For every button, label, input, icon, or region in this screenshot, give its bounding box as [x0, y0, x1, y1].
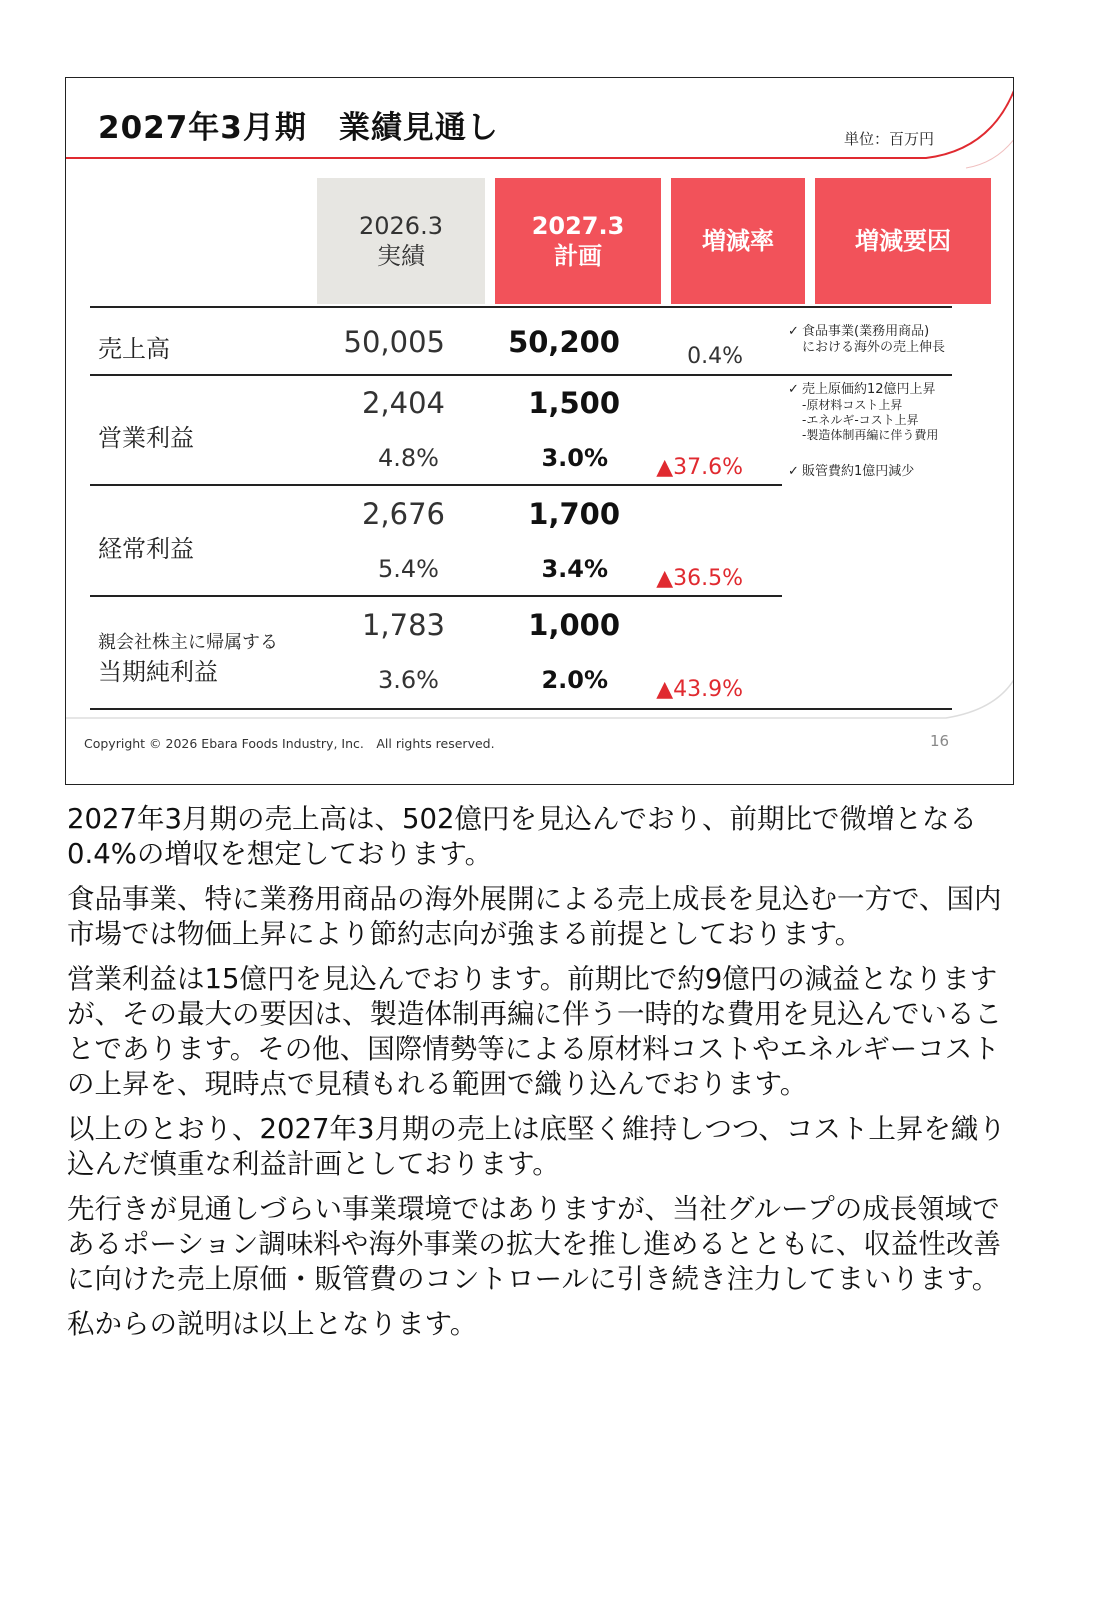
row-rule-2: [90, 484, 782, 486]
slide-title: 2027年3月期 業績見通し: [98, 110, 499, 146]
paragraph: 食品事業、特に業務用商品の海外展開による売上成長を見込む一方で、国内市場では物価上昇により節約志向が強まる前提としております。: [67, 883, 1002, 950]
sales-plan: 50,200: [508, 325, 620, 359]
row-label-ordinary: 経常利益: [98, 535, 194, 563]
table-bottom-rule: [90, 708, 952, 710]
operating-prev-pct: 4.8%: [378, 444, 439, 472]
net-prev-pct: 3.6%: [378, 666, 439, 694]
row-rule-1: [90, 374, 952, 376]
factor-sales: ✓ 食品事業(業務用商品) における海外の売上伸長: [788, 324, 946, 356]
paragraph: 以上のとおり、2027年3月期の売上は底堅く維持しつつ、コスト上昇を織り込んだ慎重な利益計画としております。: [67, 1113, 1006, 1180]
ordinary-rate: ▲36.5%: [656, 566, 743, 591]
sales-rate: 0.4%: [687, 344, 743, 369]
check-icon: ✓: [788, 464, 799, 479]
net-plan-pct: 2.0%: [541, 666, 608, 694]
net-prev: 1,783: [361, 608, 445, 642]
factor-cost: ✓ 売上原価約12億円上昇 -原材料コスト上昇 -エネルギ-コスト上昇 -製造体制再編に伴う費用: [788, 382, 939, 443]
operating-plan-pct: 3.0%: [541, 444, 608, 472]
operating-rate: ▲37.6%: [656, 455, 743, 480]
factor-sga: ✓ 販管費約1億円減少: [788, 464, 915, 479]
net-plan: 1,000: [528, 608, 620, 642]
row-label-sales: 売上高: [98, 335, 170, 363]
paragraph: 2027年3月期の売上高は、502億円を見込んでおり、前期比で微増となる0.4%の増収を想定しております。: [67, 803, 977, 870]
check-icon: ✓: [788, 324, 799, 339]
paragraph: 私からの説明は以上となります。: [67, 1308, 478, 1340]
page-number: 16: [930, 732, 950, 750]
ordinary-plan: 1,700: [528, 497, 620, 531]
unit-label: 単位：百万円: [844, 130, 935, 148]
row-label-net: 当期純利益: [98, 658, 218, 686]
paragraph: 営業利益は15億円を見込んでおります。前期比で約9億円の減益となりますが、その最大の要因は、製造体制再編に伴う一時的な費用を見込んでいることであります。その他、国際情勢等による原材料コストやエネルギーコストの上昇を、現時点で見積もれる範囲で織り込んでおります。: [67, 963, 1002, 1100]
header-plan: 2027.3 計画: [495, 178, 661, 304]
slide: [65, 77, 1014, 785]
operating-prev: 2,404: [361, 386, 445, 420]
header-change-rate: 増減率: [671, 178, 805, 304]
ordinary-plan-pct: 3.4%: [541, 555, 608, 583]
net-rate: ▲43.9%: [656, 677, 743, 702]
header-factors: 増減要因: [815, 178, 991, 304]
row-label-net-small: 親会社株主に帰属する: [98, 632, 278, 653]
copyright: Copyright © 2026 Ebara Foods Industry, Inc. All rights reserved.: [84, 736, 495, 751]
ordinary-prev: 2,676: [361, 497, 445, 531]
paragraph: 先行きが見通しづらい事業環境ではありますが、当社グループの成長領域であるポーション調味料や海外事業の拡大を推し進めるとともに、収益性改善に向けた売上原価・販管費のコントロールに引き続き注力してまいります。: [67, 1193, 1001, 1295]
check-icon: ✓: [788, 382, 799, 397]
table-top-rule: [90, 306, 952, 308]
operating-plan: 1,500: [528, 386, 620, 420]
header-prev-actual: 2026.3 実績: [317, 178, 485, 304]
row-label-operating: 営業利益: [98, 424, 194, 452]
speaker-notes: [67, 802, 1027, 1352]
ordinary-prev-pct: 5.4%: [378, 555, 439, 583]
row-rule-3: [90, 595, 782, 597]
sales-prev: 50,005: [343, 325, 445, 359]
